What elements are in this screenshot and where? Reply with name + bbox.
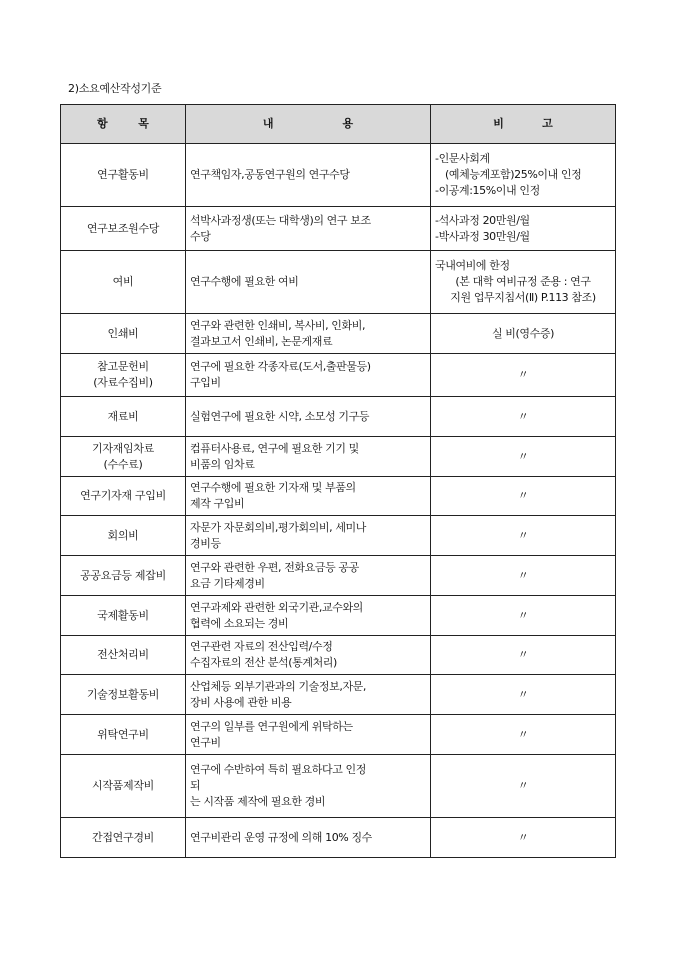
note-cell: [431, 477, 616, 516]
table-row: [61, 516, 616, 556]
item-cell: [61, 477, 186, 516]
content-line: 경비등: [190, 536, 221, 550]
header-note: 비 고: [431, 105, 616, 144]
item-line: 전산처리비: [97, 648, 149, 661]
content-line: 연구수행에 필요한 여비: [190, 275, 299, 288]
content-cell: [186, 818, 431, 858]
content-line: 수당: [190, 229, 211, 243]
item-line: 참고문헌비: [97, 360, 149, 373]
content-cell: [186, 516, 431, 556]
note-line: -석사과정 20만원/월: [435, 213, 530, 227]
content-line: 연구비: [190, 735, 221, 749]
note-line: -이공계:15%이내 인정: [435, 184, 540, 197]
ditto-mark: 〃: [517, 608, 529, 622]
content-cell: [186, 251, 431, 314]
item-cell: [61, 397, 186, 437]
note-line: -인문사회계: [435, 152, 490, 165]
table-row: [61, 477, 616, 516]
table-row: [61, 755, 616, 818]
note-cell: [431, 144, 616, 207]
header-item: 항 목: [61, 105, 186, 144]
note-line: -박사과정 30만원/월: [435, 229, 530, 243]
note-cell: [431, 207, 616, 251]
table-header-row: [61, 105, 616, 144]
header-content: 내 용: [186, 105, 431, 144]
content-line: 컴퓨터사용료, 연구에 필요한 기기 및: [190, 441, 359, 455]
table-row: [61, 144, 616, 207]
section-title: 2)소요예산작성기준: [68, 82, 162, 95]
item-line: 여비: [112, 275, 134, 288]
item-cell: [61, 675, 186, 715]
table-row: [61, 596, 616, 636]
note-line: (본 대학 여비규정 준용 : 연구: [455, 275, 591, 288]
note-line: 지원 업무지침서(Ⅱ) P.113 참조): [450, 291, 596, 304]
item-cell: [61, 755, 186, 818]
content-line: 연구수행에 필요한 기자재 및 부품의: [190, 481, 356, 494]
item-line: (자료수집비): [93, 376, 153, 389]
note-line: 국내여비에 한정: [435, 259, 510, 272]
table-row: [61, 437, 616, 477]
item-line: 시작품제작비: [92, 779, 154, 792]
content-line: 실험연구에 필요한 시약, 소모성 기구등: [190, 409, 370, 423]
table-row: [61, 818, 616, 858]
content-cell: [186, 636, 431, 675]
content-line: 산업체등 외부기관과의 기술정보,자문,: [190, 679, 367, 693]
item-line: 재료비: [107, 409, 139, 423]
note-cell: [431, 636, 616, 675]
item-line: 연구활동비: [97, 168, 149, 181]
table-row: [61, 715, 616, 755]
content-cell: [186, 437, 431, 477]
content-cell: [186, 556, 431, 596]
note-line: (예체능계포함)25%이내 인정: [445, 168, 582, 181]
note-cell: [431, 715, 616, 755]
item-line: 공공요금등 제잡비: [80, 568, 166, 582]
table-row: [61, 636, 616, 675]
ditto-mark: 〃: [517, 568, 529, 582]
item-cell: [61, 314, 186, 354]
item-line: 기자재임차료: [92, 441, 154, 455]
content-cell: [186, 314, 431, 354]
item-line: 연구기자재 구입비: [80, 489, 166, 502]
content-cell: [186, 207, 431, 251]
content-cell: [186, 755, 431, 818]
item-cell: [61, 144, 186, 207]
content-line: 연구책임자,공동연구원의 연구수당: [190, 168, 350, 181]
note-cell: [431, 397, 616, 437]
note-cell: [431, 437, 616, 477]
content-line: 장비 사용에 관한 비용: [190, 695, 292, 709]
ditto-mark: 〃: [517, 528, 529, 542]
content-line: 연구관련 자료의 전산입력/수정: [190, 640, 333, 653]
ditto-mark: 〃: [517, 727, 529, 741]
content-line: 협력에 소요되는 경비: [190, 616, 289, 630]
content-cell: [186, 397, 431, 437]
content-cell: [186, 596, 431, 636]
item-line: (수수료): [103, 457, 143, 471]
content-line: 연구에 필요한 각종자료(도서,출판물등): [190, 360, 371, 373]
item-line: 회의비: [107, 528, 139, 542]
table-row: [61, 556, 616, 596]
ditto-mark: 〃: [517, 648, 529, 661]
table-row: [61, 207, 616, 251]
item-line: 국제활동비: [97, 608, 149, 622]
content-cell: [186, 354, 431, 397]
item-line: 위탁연구비: [97, 727, 149, 741]
note-cell: [431, 556, 616, 596]
note-cell: [431, 314, 616, 354]
note-cell: [431, 251, 616, 314]
content-line: 비품의 임차료: [190, 457, 255, 471]
content-line: 구입비: [190, 376, 221, 389]
content-line: 결과보고서 인쇄비, 논문게재료: [190, 334, 333, 348]
content-line: 는 시작품 제작에 필요한 경비: [190, 795, 326, 808]
content-line: 제작 구입비: [190, 497, 245, 510]
content-line: 요금 기타제경비: [190, 576, 265, 590]
content-line: 연구의 일부를 연구원에게 위탁하는: [190, 719, 353, 733]
item-cell: [61, 596, 186, 636]
note-line: 실 비(영수증): [491, 326, 554, 340]
item-line: 연구보조원수당: [86, 221, 160, 235]
note-cell: [431, 596, 616, 636]
item-cell: [61, 636, 186, 675]
ditto-mark: 〃: [517, 449, 529, 463]
table-row: [61, 397, 616, 437]
item-cell: [61, 207, 186, 251]
item-line: 인쇄비: [107, 326, 139, 340]
note-cell: [431, 818, 616, 858]
note-cell: [431, 755, 616, 818]
item-cell: [61, 715, 186, 755]
content-line: 연구와 관련한 우편, 전화요금등 공공: [190, 560, 359, 574]
content-cell: [186, 477, 431, 516]
table-row: [61, 314, 616, 354]
ditto-mark: 〃: [517, 489, 529, 502]
ditto-mark: 〃: [517, 779, 529, 792]
item-cell: [61, 556, 186, 596]
note-cell: [431, 675, 616, 715]
content-line: 수집자료의 전산 분석(통계처리): [190, 656, 337, 669]
content-cell: [186, 715, 431, 755]
ditto-mark: 〃: [517, 368, 529, 381]
content-cell: [186, 144, 431, 207]
note-cell: [431, 516, 616, 556]
note-cell: [431, 354, 616, 397]
item-cell: [61, 818, 186, 858]
item-line: 간접연구경비: [92, 830, 154, 844]
item-cell: [61, 437, 186, 477]
content-line: 석박사과정생(또는 대학생)의 연구 보조: [190, 213, 371, 227]
content-line: 연구에 수반하여 특히 필요하다고 인정: [190, 763, 367, 776]
content-line: 되: [190, 779, 201, 792]
table-row: [61, 251, 616, 314]
content-line: 연구와 관련한 인쇄비, 복사비, 인화비,: [190, 318, 366, 332]
ditto-mark: 〃: [517, 409, 529, 423]
ditto-mark: 〃: [517, 830, 529, 844]
item-cell: [61, 251, 186, 314]
content-line: 연구과제와 관련한 외국기관,교수와의: [190, 600, 363, 614]
content-line: 연구비관리 운영 규정에 의해 10% 징수: [190, 830, 372, 844]
table-row: [61, 675, 616, 715]
content-line: 자문가 자문회의비,평가회의비, 세미나: [190, 520, 367, 534]
item-cell: [61, 516, 186, 556]
ditto-mark: 〃: [517, 687, 529, 701]
item-cell: [61, 354, 186, 397]
item-line: 기술정보활동비: [86, 687, 160, 701]
table-row: [61, 354, 616, 397]
content-cell: [186, 675, 431, 715]
budget-criteria-table: [60, 104, 616, 858]
